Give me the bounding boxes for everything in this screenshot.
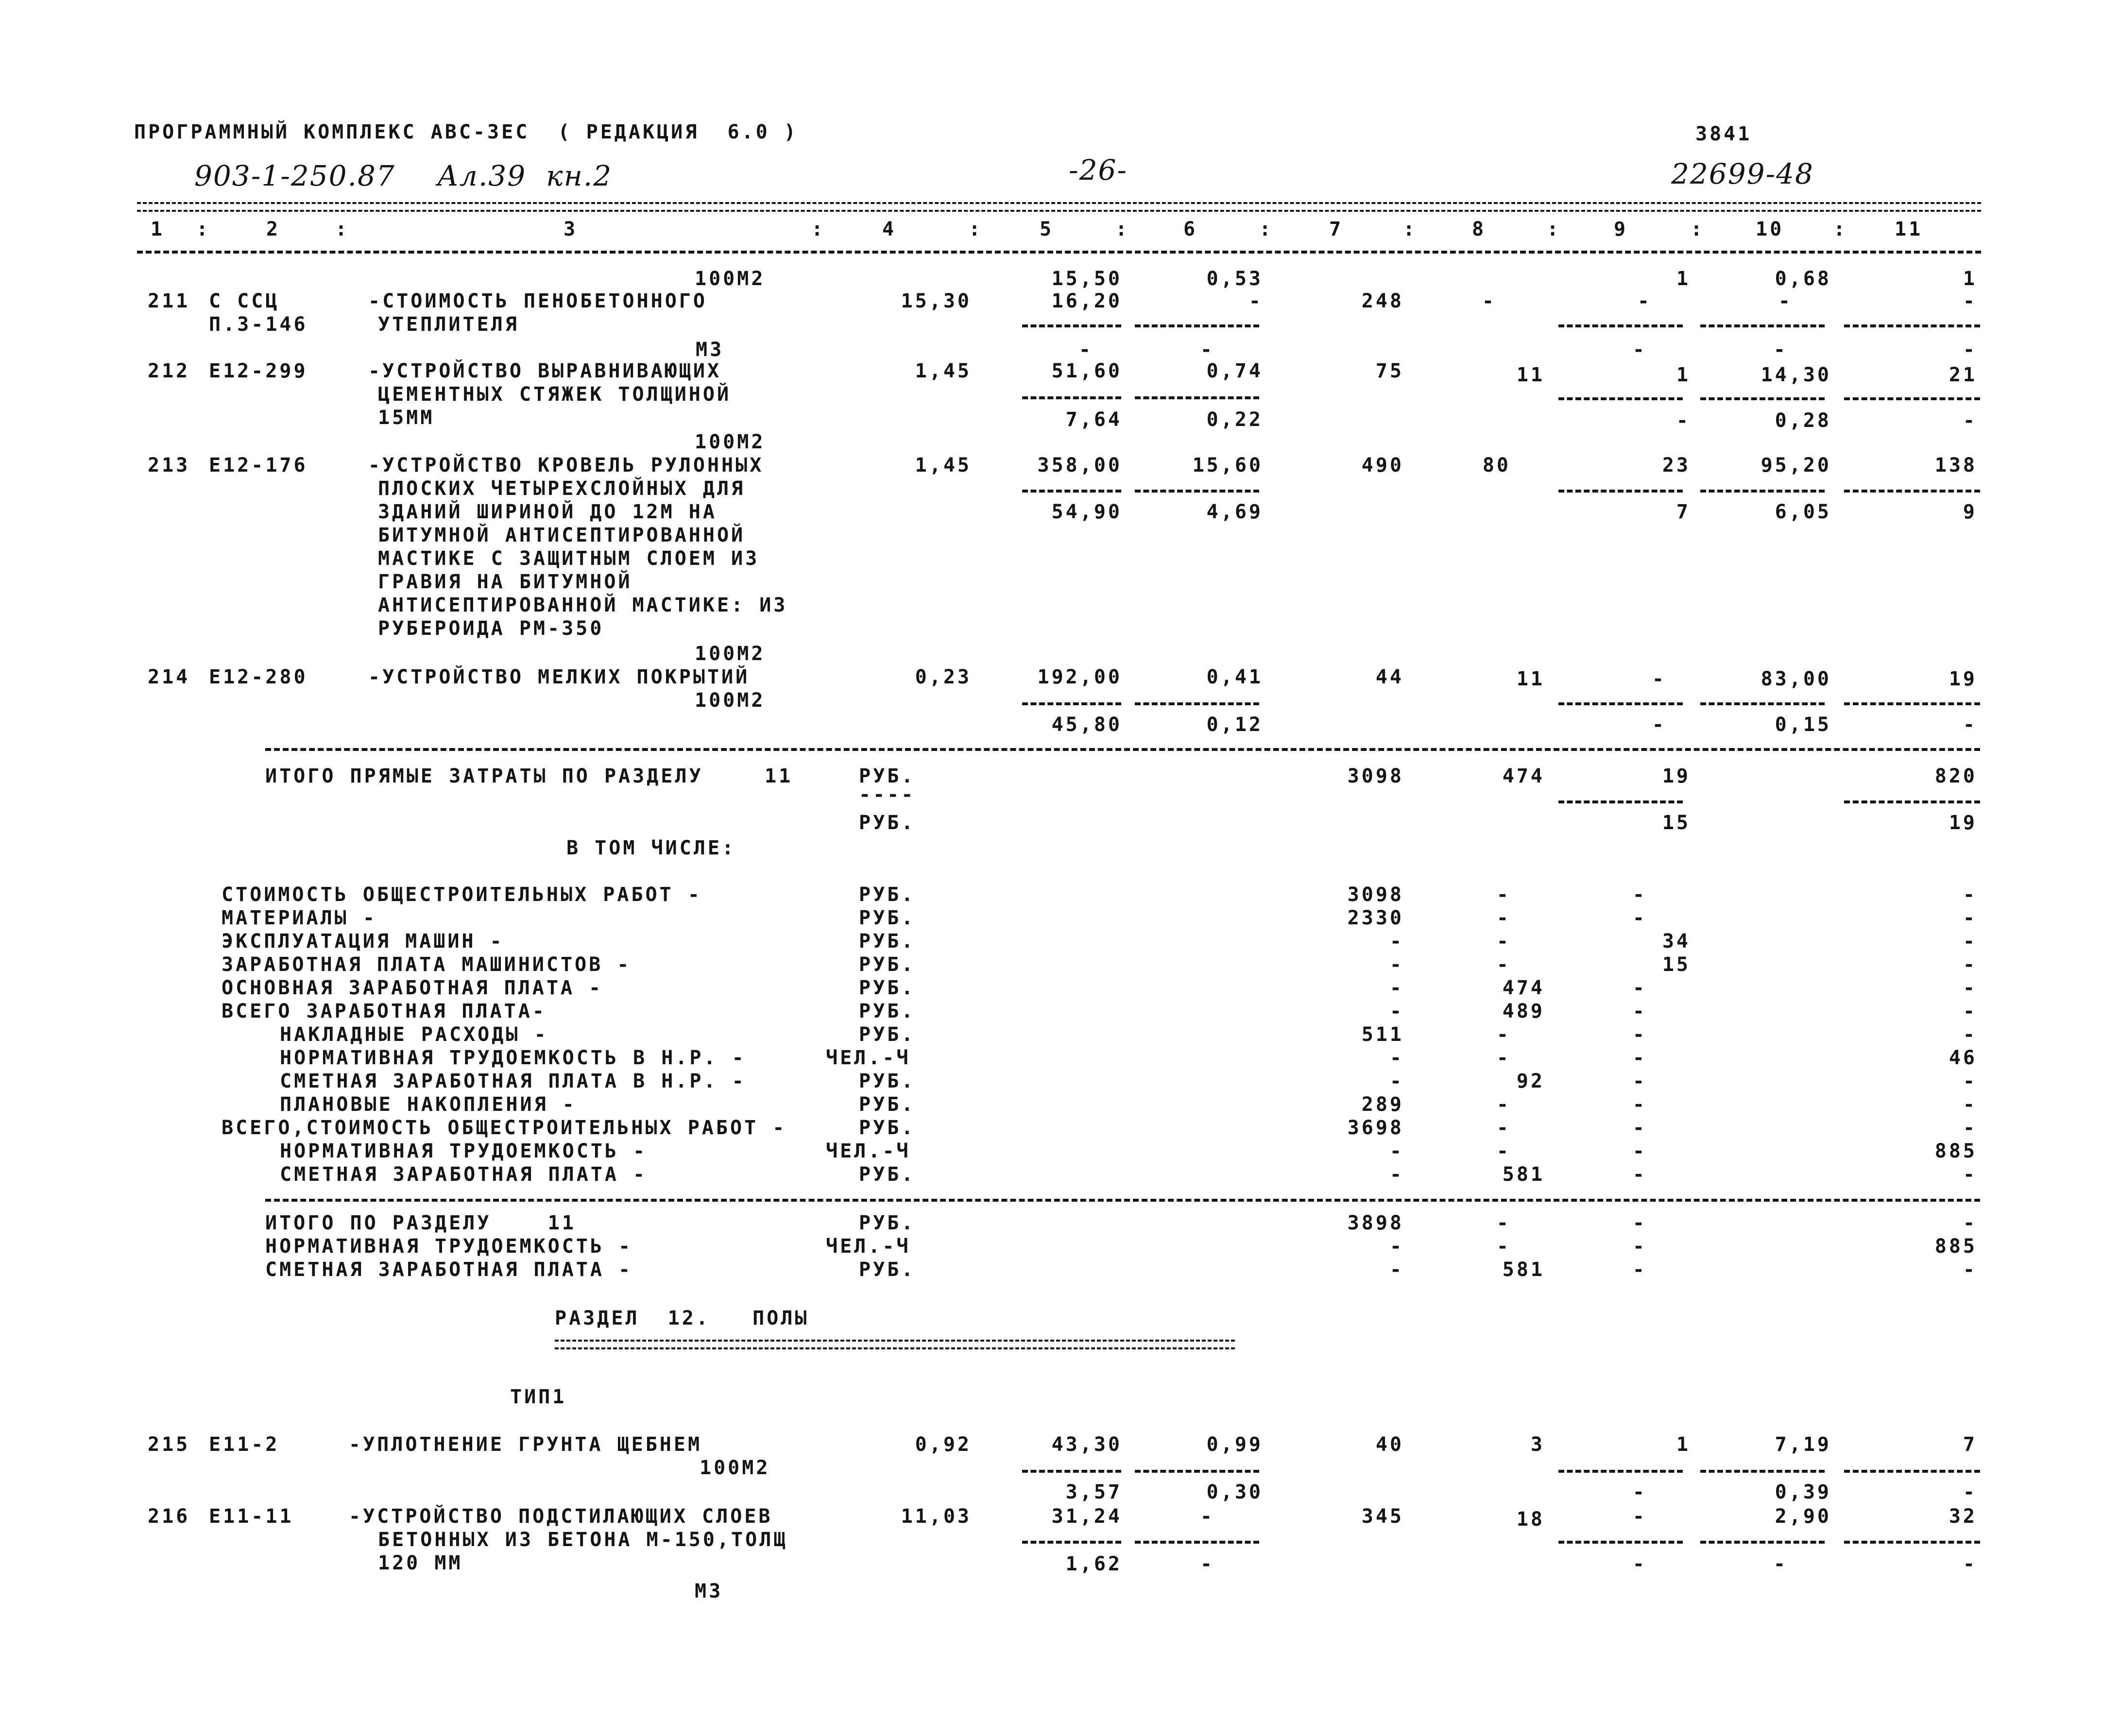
cell-c5: 51,60 — [1051, 360, 1122, 382]
breakdown-label: ЭКСПЛУАТАЦИЯ МАШИН - — [222, 930, 504, 953]
cell-c9: - — [1632, 1093, 1647, 1116]
sub-rule — [1558, 397, 1683, 400]
work-description: -СТОИМОСТЬ ПЕНОБЕТОННОГО — [368, 290, 707, 312]
row-number: 213 — [148, 454, 190, 477]
cell-c11: - — [1963, 1163, 1977, 1186]
sub-rule — [1558, 702, 1683, 705]
cell-c9: - — [1632, 1023, 1647, 1046]
cell-c8: - — [1496, 1117, 1511, 1139]
sub-rule — [1844, 397, 1980, 400]
cell-c7: - — [1389, 1140, 1404, 1162]
unit-label: 100М2 — [700, 1457, 770, 1479]
cell-c7: 289 — [1361, 1093, 1404, 1116]
work-description: ГРАВИЯ НА БИТУМНОЙ — [378, 571, 633, 593]
col-8: 8 — [1472, 218, 1487, 240]
cell-c6: - — [1248, 290, 1263, 312]
cell-c7: 40 — [1375, 1433, 1404, 1456]
rate-code: П.3-146 — [209, 313, 308, 336]
unit-label: РУБ. — [859, 1093, 916, 1116]
col-9: 9 — [1614, 218, 1628, 240]
breakdown-label: ВСЕГО,СТОИМОСТЬ ОБЩЕСТРОИТЕЛЬНЫХ РАБОТ - — [222, 1117, 787, 1139]
sub-rule — [1558, 324, 1683, 327]
breakdown-label: ВСЕГО ЗАРАБОТНАЯ ПЛАТА- — [222, 1000, 547, 1022]
work-description: БИТУМНОЙ АНТИСЕПТИРОВАННОЙ — [378, 524, 746, 546]
cell-c5: 16,20 — [1051, 290, 1122, 312]
cell-c6: - — [1200, 1505, 1214, 1528]
cell-c11: 46 — [1949, 1047, 1977, 1069]
rate-code: Е11-11 — [209, 1505, 294, 1528]
breakdown-label: СМЕТНАЯ ЗАРАБОТНАЯ ПЛАТА - — [280, 1163, 648, 1186]
work-description: 120 ММ — [378, 1552, 463, 1574]
cell-c9: 15 — [1662, 812, 1691, 834]
cell-c10: 0,39 — [1775, 1481, 1831, 1503]
cell-c7: - — [1389, 1235, 1404, 1258]
cell-c9: - — [1652, 668, 1666, 690]
cell-c9: - — [1632, 339, 1647, 361]
sub-rule — [1700, 1470, 1825, 1473]
cell-c10: 2,90 — [1775, 1505, 1831, 1528]
cell-c7: - — [1389, 1259, 1404, 1281]
cell-c11: - — [1963, 953, 1977, 976]
cell-c5: 45,80 — [1051, 714, 1122, 736]
row-number: 214 — [148, 666, 190, 688]
cell-c7: - — [1389, 977, 1404, 999]
cell-c10: - — [1773, 339, 1788, 361]
sub-rule — [1022, 1541, 1121, 1544]
cell-c10: 14,30 — [1761, 364, 1831, 386]
cell-c7: 3098 — [1347, 884, 1404, 906]
cell-qty: 15,30 — [901, 290, 972, 312]
cell-c8: - — [1482, 290, 1496, 312]
cell-c7: - — [1389, 1000, 1404, 1022]
col-10: 10 — [1756, 218, 1784, 240]
cell-c11: 19 — [1949, 668, 1977, 690]
work-description: ПЛОСКИХ ЧЕТЫРЕХСЛОЙНЫХ ДЛЯ — [378, 477, 746, 500]
cell-c9: - — [1632, 884, 1647, 906]
cell-c8: 474 — [1502, 977, 1545, 999]
cell-c11: - — [1963, 1481, 1977, 1503]
breakdown-label: ОСНОВНАЯ ЗАРАБОТНАЯ ПЛАТА - — [222, 977, 603, 999]
cell-c11: - — [1963, 907, 1977, 929]
cell-c9: 1 — [1676, 268, 1691, 290]
cell-c11: 21 — [1949, 364, 1977, 386]
cell-c9: - — [1632, 1481, 1647, 1503]
col-3: 3 — [564, 218, 578, 240]
cell-qty: 1,45 — [915, 454, 972, 477]
section-total-label: НОРМАТИВНАЯ ТРУДОЕМКОСТЬ - — [265, 1235, 633, 1258]
work-description: -УСТРОЙСТВО ПОДСТИЛАЮЩИХ СЛОЕВ — [349, 1505, 773, 1528]
cell-c7: 44 — [1375, 666, 1404, 688]
sub-rule — [1135, 490, 1259, 493]
unit-label: 100М2 — [695, 689, 766, 712]
section-heading: РАЗДЕЛ 12. ПОЛЫ — [555, 1307, 809, 1329]
col-sep: : — [969, 218, 983, 240]
cell-c8: 18 — [1516, 1508, 1545, 1531]
cell-qty: 11,03 — [901, 1505, 972, 1528]
cell-c9: - — [1632, 1070, 1647, 1092]
cell-c11: - — [1963, 1093, 1977, 1116]
cell-qty: 0,23 — [915, 666, 972, 688]
cell-c11: - — [1963, 1000, 1977, 1022]
program-title: ПРОГРАММНЫЙ КОМПЛЕКС АВС-ЗЕС ( РЕДАКЦИЯ 6.0 ) — [134, 121, 798, 143]
sub-rule — [1022, 1470, 1121, 1473]
cell-c8: - — [1496, 1235, 1511, 1258]
cell-c8: 3 — [1530, 1433, 1545, 1456]
cell-c6: 0,53 — [1206, 268, 1263, 290]
unit-label: РУБ. — [859, 953, 916, 976]
cell-c7: 490 — [1361, 454, 1404, 477]
col-1: 1 — [151, 218, 165, 240]
cell-c7: 248 — [1361, 290, 1404, 312]
cell-c7: - — [1389, 1163, 1404, 1186]
col-6: 6 — [1183, 218, 1198, 240]
cell-c9: - — [1652, 714, 1666, 736]
cell-c6: 0,74 — [1206, 360, 1263, 382]
cell-c11: 1 — [1963, 268, 1977, 290]
col-sep: : — [335, 218, 350, 240]
cell-c11: - — [1963, 339, 1977, 361]
unit-label: М3 — [696, 339, 724, 361]
unit-label: РУБ. — [859, 1163, 916, 1186]
cell-c9: - — [1632, 1553, 1647, 1575]
cell-c11: - — [1963, 1070, 1977, 1092]
cell-c5: 358,00 — [1037, 454, 1122, 477]
total-label: ИТОГО ПРЯМЫЕ ЗАТРАТЫ ПО РАЗДЕЛУ — [265, 765, 703, 787]
col-sep: : — [1403, 218, 1418, 240]
sub-rule — [1022, 396, 1121, 399]
unit-label: РУБ. — [859, 1070, 916, 1092]
cell-c11: - — [1963, 884, 1977, 906]
unit-label: РУБ. — [859, 1259, 916, 1281]
cell-c9: - — [1632, 1047, 1647, 1069]
unit-label: РУБ. — [859, 1000, 916, 1022]
unit-label: РУБ. — [859, 765, 916, 787]
rate-code: С ССЦ — [209, 290, 280, 312]
cell-c5: 31,24 — [1051, 1505, 1122, 1528]
sub-rule — [1844, 1541, 1980, 1544]
section-total-label: ИТОГО ПО РАЗДЕЛУ 11 — [265, 1212, 576, 1234]
cell-c5: 15,50 — [1051, 268, 1122, 290]
sub-rule — [1558, 1541, 1683, 1544]
cell-c11: 32 — [1949, 1505, 1977, 1528]
work-description: БЕТОННЫХ ИЗ БЕТОНА М-150,ТОЛЩ — [378, 1529, 788, 1551]
cell-c11: - — [1963, 1023, 1977, 1046]
unit-label: РУБ. — [859, 884, 916, 906]
col-5: 5 — [1040, 218, 1054, 240]
cell-c7: 75 — [1375, 360, 1404, 382]
cell-c6: 0,99 — [1206, 1433, 1263, 1456]
estimate-code: 22699-48 — [1671, 157, 1814, 190]
cell-c6: 0,22 — [1206, 408, 1263, 431]
cell-c6: 0,30 — [1206, 1481, 1263, 1503]
cell-c8: - — [1496, 884, 1511, 906]
cell-c9: 19 — [1662, 765, 1691, 787]
unit-label: М3 — [695, 1580, 723, 1602]
cell-c6: 4,69 — [1206, 501, 1263, 523]
cell-c11: - — [1963, 290, 1977, 312]
cell-c11: - — [1963, 1259, 1977, 1281]
cell-c8: 581 — [1502, 1163, 1545, 1186]
col-4: 4 — [882, 218, 897, 240]
sub-rule — [1135, 1541, 1259, 1544]
work-description: ЦЕМЕНТНЫХ СТЯЖЕК ТОЛЩИНОЙ — [378, 383, 732, 406]
cell-c10: - — [1773, 1553, 1788, 1575]
sub-rule — [1022, 324, 1121, 327]
cell-c11: 885 — [1934, 1140, 1977, 1162]
cell-c6: 0,12 — [1206, 714, 1263, 736]
sub-rule — [1022, 490, 1121, 493]
cell-c6: 0,41 — [1206, 666, 1263, 688]
work-description: 15ММ — [378, 407, 435, 429]
cell-c11: 885 — [1934, 1235, 1977, 1258]
unit-label: РУБ. — [859, 1212, 916, 1234]
section-total-label: СМЕТНАЯ ЗАРАБОТНАЯ ПЛАТА - — [265, 1259, 633, 1281]
cell-c7: - — [1389, 930, 1404, 953]
cell-c5: 7,64 — [1065, 408, 1122, 431]
cell-c10: - — [1778, 290, 1793, 312]
section-number: 11 — [765, 765, 793, 787]
sub-rule — [1844, 324, 1980, 327]
cell-c7: 345 — [1361, 1505, 1404, 1528]
sub-rule — [1022, 702, 1121, 705]
unit-label: РУБ. — [859, 1117, 916, 1139]
breakdown-label: НАКЛАДНЫЕ РАСХОДЫ - — [280, 1023, 548, 1046]
cell-c8: 489 — [1502, 1000, 1545, 1022]
column-header-rule — [137, 251, 1981, 254]
work-description: -УСТРОЙСТВО КРОВЕЛЬ РУЛОННЫХ — [368, 454, 764, 477]
cell-c11: - — [1963, 1212, 1977, 1234]
breakdown-label: НОРМАТИВНАЯ ТРУДОЕМКОСТЬ - — [280, 1140, 648, 1162]
unit-label: 100М2 — [695, 431, 766, 453]
cell-c5: 54,90 — [1051, 501, 1122, 523]
cell-c11: 9 — [1963, 501, 1977, 523]
page-number: -26- — [1069, 153, 1128, 187]
col-sep: : — [1115, 218, 1130, 240]
cell-c8: - — [1496, 1023, 1511, 1046]
sub-rule — [1135, 1470, 1259, 1473]
sub-rule — [1700, 702, 1825, 705]
cell-c10: 83,00 — [1761, 668, 1831, 690]
cell-c7: 2330 — [1347, 907, 1404, 929]
cell-c11: - — [1963, 930, 1977, 953]
cell-c10: 6,05 — [1775, 501, 1831, 523]
col-sep: : — [196, 218, 211, 240]
cell-c9: 7 — [1676, 501, 1691, 523]
cell-c11: - — [1963, 1553, 1977, 1575]
project-code: 903-1-250.87 — [194, 159, 395, 192]
unit-label: 100М2 — [695, 268, 766, 290]
unit-label: ЧЕЛ.-Ч — [826, 1235, 911, 1258]
cell-c9: - — [1632, 1505, 1647, 1528]
cell-c9: - — [1632, 1259, 1647, 1281]
breakdown-label: СТОИМОСТЬ ОБЩЕСТРОИТЕЛЬНЫХ РАБОТ - — [222, 884, 702, 906]
cell-c9: - — [1676, 409, 1691, 432]
cell-c8: - — [1496, 1140, 1511, 1162]
unit-label: РУБ. — [859, 812, 916, 834]
col-sep: : — [811, 218, 826, 240]
col-sep: : — [1691, 218, 1705, 240]
cell-c9: 15 — [1662, 953, 1691, 976]
cell-c9: - — [1632, 1212, 1647, 1234]
cell-c11: - — [1963, 714, 1977, 736]
col-sep: : — [1547, 218, 1561, 240]
row-number: 215 — [148, 1433, 190, 1456]
cell-c10: 7,19 — [1775, 1433, 1831, 1456]
cell-c9: - — [1632, 1235, 1647, 1258]
rate-code: Е11-2 — [209, 1433, 280, 1456]
work-description: УТЕПЛИТЕЛЯ — [378, 313, 519, 336]
cell-c11: 7 — [1963, 1433, 1977, 1456]
sub-rule — [1558, 490, 1683, 493]
cell-c9: - — [1632, 907, 1647, 929]
cell-c8: - — [1496, 907, 1511, 929]
cell-c5: 192,00 — [1037, 666, 1122, 688]
cell-c8: 581 — [1502, 1259, 1545, 1281]
cell-c8: - — [1496, 1093, 1511, 1116]
cell-c7: - — [1389, 953, 1404, 976]
work-description: АНТИСЕПТИРОВАННОЙ МАСТИКЕ: ИЗ — [378, 594, 788, 616]
sub-rule — [1844, 1470, 1980, 1473]
sub-rule — [1135, 324, 1259, 327]
sub-rule — [1844, 702, 1980, 705]
sub-rule — [1844, 800, 1980, 803]
cell-c5: - — [1078, 339, 1093, 361]
including-label: В ТОМ ЧИСЛЕ: — [566, 837, 736, 859]
row-number: 216 — [148, 1505, 190, 1528]
cell-c11: - — [1963, 1117, 1977, 1139]
col-2: 2 — [266, 218, 281, 240]
cell-c10: 0,15 — [1775, 714, 1831, 736]
cell-c8: 11 — [1516, 668, 1545, 690]
sub-rule — [1558, 800, 1683, 803]
cell-c7: 3898 — [1347, 1212, 1404, 1234]
rate-code: Е12-176 — [209, 454, 308, 477]
section-rule — [265, 748, 1980, 751]
breakdown-label: МАТЕРИАЛЫ - — [222, 907, 377, 929]
cell-c9: 1 — [1676, 364, 1691, 386]
cell-c9: - — [1632, 977, 1647, 999]
cell-c11: 820 — [1934, 765, 1977, 787]
cell-c11: 19 — [1949, 812, 1977, 834]
cell-c10: 0,28 — [1775, 409, 1831, 432]
unit-label: РУБ. — [859, 977, 916, 999]
rate-code: Е12-280 — [209, 666, 308, 688]
cell-c8: - — [1496, 1047, 1511, 1069]
unit-label: 100М2 — [695, 643, 766, 665]
cell-c8: 80 — [1482, 454, 1511, 477]
cell-c10: 95,20 — [1761, 454, 1831, 477]
cell-c6: - — [1200, 1553, 1214, 1575]
cell-c7: 3698 — [1347, 1117, 1404, 1139]
cell-c6: 15,60 — [1192, 454, 1263, 477]
row-number: 212 — [148, 360, 190, 382]
unit-label: ЧЕЛ.-Ч — [826, 1140, 911, 1162]
breakdown-label: ПЛАНОВЫЕ НАКОПЛЕНИЯ - — [280, 1093, 577, 1116]
col-sep: : — [1833, 218, 1848, 240]
work-description: -УСТРОЙСТВО ВЫРАВНИВАЮЩИХ — [368, 360, 722, 382]
cell-c8: 92 — [1516, 1070, 1545, 1092]
cell-c9: - — [1632, 1117, 1647, 1139]
cell-c11: 138 — [1934, 454, 1977, 477]
sub-rule — [1700, 397, 1825, 400]
unit-label: РУБ. — [859, 907, 916, 929]
cell-c9: - — [1632, 1000, 1647, 1022]
sub-rule — [1700, 490, 1825, 493]
album-ref: Ал.39 кн.2 — [437, 159, 613, 192]
cell-c5: 3,57 — [1065, 1481, 1122, 1503]
cell-c9: 34 — [1662, 930, 1691, 953]
cell-c8: 474 — [1502, 765, 1545, 787]
cell-c11: - — [1963, 409, 1977, 432]
cell-c5: 1,62 — [1065, 1553, 1122, 1575]
document-number: 3841 — [1695, 123, 1752, 145]
sub-rule — [1135, 396, 1259, 399]
cell-c8: 11 — [1516, 364, 1545, 386]
cell-c6: - — [1200, 339, 1214, 361]
cell-c9: 23 — [1662, 454, 1691, 477]
breakdown-label: ЗАРАБОТНАЯ ПЛАТА МАШИНИСТОВ - — [222, 953, 632, 976]
cell-c9: 1 — [1676, 1433, 1691, 1456]
work-description: РУБЕРОИДА РМ-350 — [378, 617, 604, 640]
unit-dash: ---- — [859, 783, 916, 806]
row-number: 211 — [148, 290, 190, 312]
type-label: ТИП1 — [510, 1386, 567, 1408]
work-description: -УПЛОТНЕНИЕ ГРУНТА ЩЕБНЕМ — [349, 1433, 702, 1456]
cell-c7: 511 — [1361, 1023, 1404, 1046]
breakdown-label: НОРМАТИВНАЯ ТРУДОЕМКОСТЬ В Н.Р. - — [280, 1047, 746, 1069]
unit-label: РУБ. — [859, 930, 916, 953]
section-rule — [265, 1199, 1980, 1202]
sub-rule — [1135, 702, 1259, 705]
work-description: МАСТИКЕ С ЗАЩИТНЫМ СЛОЕМ ИЗ — [378, 547, 760, 570]
cell-qty: 0,92 — [915, 1433, 972, 1456]
sub-rule — [1558, 1470, 1683, 1473]
cell-c10: 0,68 — [1775, 268, 1831, 290]
cell-c7: 3098 — [1347, 765, 1404, 787]
sub-rule — [1700, 1541, 1825, 1544]
cell-c8: - — [1496, 953, 1511, 976]
cell-c9: - — [1637, 290, 1652, 312]
sub-rule — [1700, 324, 1825, 327]
work-description: ЗДАНИЙ ШИРИНОЙ ДО 12М НА — [378, 501, 717, 523]
cell-qty: 1,45 — [915, 360, 972, 382]
col-sep: : — [1259, 218, 1274, 240]
work-description: -УСТРОЙСТВО МЕЛКИХ ПОКРЫТИЙ — [368, 666, 750, 688]
col-7: 7 — [1329, 218, 1344, 240]
unit-label: ЧЕЛ.-Ч — [826, 1047, 911, 1069]
section-heading-rule — [555, 1340, 1235, 1349]
cell-c9: - — [1632, 1163, 1647, 1186]
header-double-rule — [137, 202, 1981, 212]
cell-c8: - — [1496, 1212, 1511, 1234]
rate-code: Е12-299 — [209, 360, 308, 382]
cell-c9: - — [1632, 1140, 1647, 1162]
breakdown-label: СМЕТНАЯ ЗАРАБОТНАЯ ПЛАТА В Н.Р. - — [280, 1070, 746, 1092]
col-11: 11 — [1895, 218, 1923, 240]
unit-label: РУБ. — [859, 1023, 916, 1046]
cell-c7: - — [1389, 1047, 1404, 1069]
cell-c5: 43,30 — [1051, 1433, 1122, 1456]
cell-c8: - — [1496, 930, 1511, 953]
sub-rule — [1844, 490, 1980, 493]
cell-c11: - — [1963, 977, 1977, 999]
cell-c7: - — [1389, 1070, 1404, 1092]
